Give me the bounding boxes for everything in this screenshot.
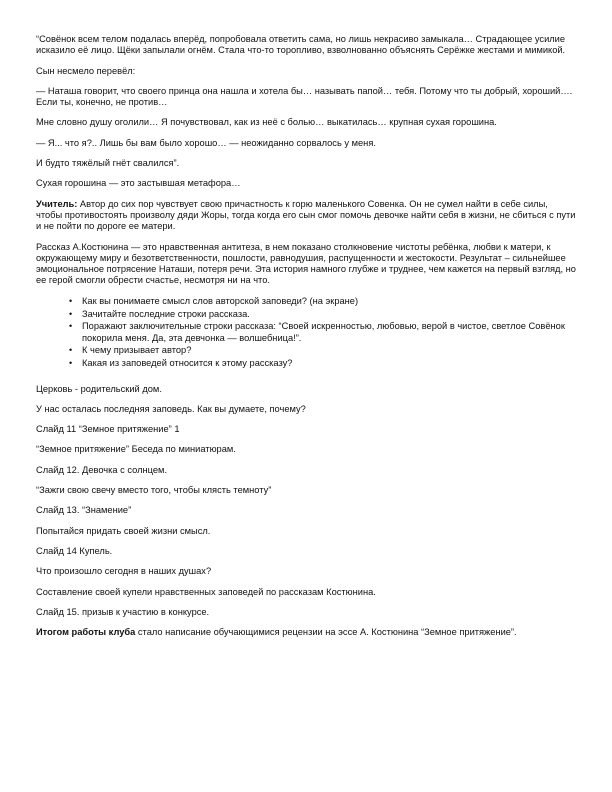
narrator-feeling-paragraph: Мне словно душу оголили… Я почувствовал, как из неё с болью… выкатилась… крупная сухая горошина. bbox=[36, 117, 497, 128]
list-item bbox=[69, 308, 576, 320]
slide-12-paragraph: Слайд 12. Девочка с солнцем. bbox=[36, 464, 168, 475]
souls-question-paragraph: Что произошло сегодня в наших душах? bbox=[36, 566, 212, 577]
list-item-text: Зачитайте последние строки рассказа. bbox=[82, 308, 250, 319]
bullet-icon: • bbox=[69, 308, 73, 319]
teacher-paragraph bbox=[36, 199, 576, 233]
slide-14-paragraph: Слайд 14 Купель. bbox=[36, 545, 113, 556]
natasha-dialogue-paragraph: — Наташа говорит, что своего принца она нашла и хотела бы… называть папой… тебя. Потому что ты добрый, хороший…. Если ты, конечно, не против… bbox=[36, 85, 573, 108]
son-translated-paragraph: Сын несмело перевёл: bbox=[36, 65, 136, 76]
bullet-icon: • bbox=[69, 295, 73, 306]
story-quote-paragraph: “Совёнок всем телом подалась вперёд, попробовала ответить сама, но лишь некрасиво замыкала… Страдающее усилие исказило её лицо. Щёки запылали огнём. Стала что-то торопливо, взволнованно объяснять Серёжке жестами и мимикой. bbox=[36, 34, 566, 56]
commandments-font-paragraph: Составление своей купели нравственных заповедей по рассказам Костюнина. bbox=[36, 586, 376, 597]
miniatures-paragraph: “Земное притяжение” Беседа по миниатюрам. bbox=[36, 444, 236, 455]
list-item-text: Какая из заповедей относится к этому рассказу? bbox=[82, 358, 293, 369]
slide-13-paragraph: Слайд 13. “Знамение” bbox=[36, 505, 132, 516]
teacher-label: Учитель: bbox=[36, 198, 78, 209]
church-paragraph: Церковь - родительский дом. bbox=[36, 383, 162, 394]
list-item-text: Поражают заключительные строки рассказа: “Своей искренностью, любовью, верой в чистое, светлое Совёнок покорила меня. Да, эта девчонка — волшебница!”. bbox=[82, 321, 565, 343]
analysis-paragraph: Рассказ А.Костюнина — это нравственная антитеза, в нем показано столкновение чистоты ребёнка, любви к матери, к окружающему миру и безответственности, пошлости, равнодушия, распущенности и жестокости. Результат – сильнейшее эмоциональное потрясение Наташи, потеря речи. Эта история намного глубже и труднее, чем кажется на первый взгляд, но ее герой смогли обрести счастье, несмотря ни на что. bbox=[36, 241, 576, 286]
last-commandment-paragraph: У нас осталась последняя заповедь. Как вы думаете, почему? bbox=[36, 403, 306, 414]
list-item bbox=[69, 295, 576, 307]
life-meaning-paragraph: Попытайся придать своей жизни смысл. bbox=[36, 525, 211, 536]
list-item-text: К чему призывает автор? bbox=[82, 345, 192, 356]
questions-list bbox=[36, 296, 576, 370]
list-item bbox=[69, 345, 576, 356]
metaphor-paragraph: Сухая горошина — это застывшая метафора… bbox=[36, 178, 241, 189]
bullet-icon: • bbox=[69, 345, 73, 356]
document-page bbox=[36, 34, 576, 647]
narrator-reply-paragraph: — Я... что я?.. Лишь бы вам было хорошо… — неожиданно сорвалось у меня. bbox=[36, 137, 376, 148]
candle-quote-paragraph: “Зажги свою свечу вместо того, чтобы клясть темноту” bbox=[36, 485, 272, 496]
list-item bbox=[69, 358, 576, 369]
bullet-icon: • bbox=[69, 358, 73, 369]
conclusion-paragraph bbox=[36, 627, 576, 638]
bullet-icon: • bbox=[69, 321, 73, 332]
conclusion-label: Итогом работы клуба bbox=[36, 627, 136, 638]
slide-11-paragraph: Слайд 11 “Земное притяжение” 1 bbox=[36, 424, 180, 435]
slide-15-paragraph: Слайд 15. призыв к участию в конкурсе. bbox=[36, 606, 210, 617]
relief-paragraph: И будто тяжёлый гнёт свалился”. bbox=[36, 158, 180, 169]
list-item-text: Как вы понимаете смысл слов авторской заповеди? (на экране) bbox=[82, 295, 359, 306]
teacher-text: Автор до сих пор чувствует свою причастность к горю маленького Совенка. Он не сумел найти в себе силы, чтобы противостоять произволу дяди Жоры, тогда когда его сын смог помочь девочке найти себя в жизни, не сбиться с пути и не пойти по дороге ее матери. bbox=[36, 198, 576, 232]
list-item bbox=[69, 321, 576, 344]
conclusion-text: стало написание обучающимися рецензии на эссе А. Костюнина “Земное притяжение”. bbox=[135, 627, 517, 638]
